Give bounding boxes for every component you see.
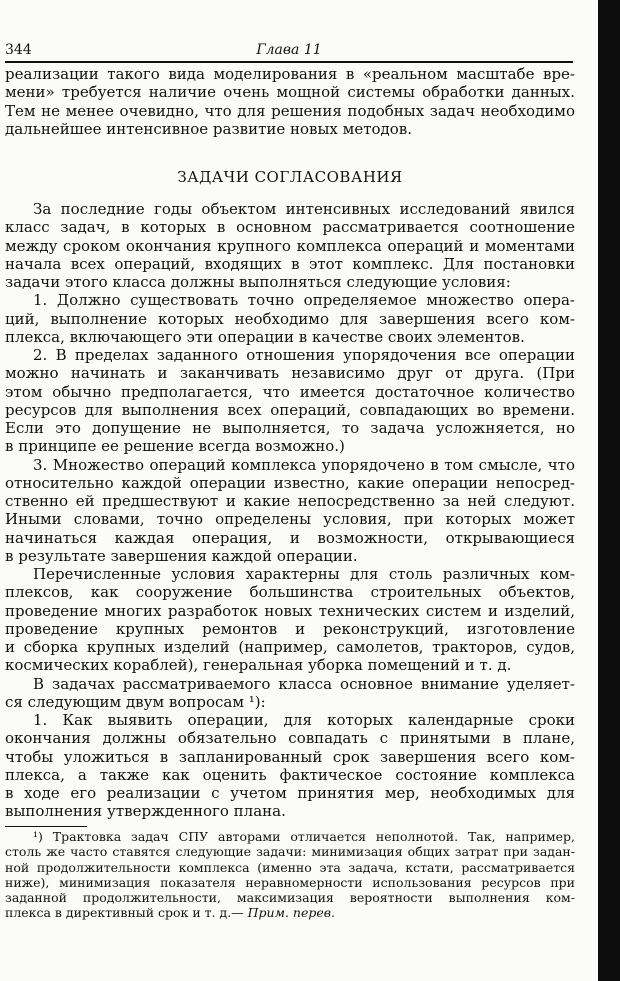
text-line: 1. Как выявить операции, для которых календарные сроки [33, 711, 575, 729]
translator-note: Прим. перев. [247, 905, 336, 921]
text-line: плекса, а также как оценить фактическое состояние комплекса [5, 765, 575, 784]
text-line: между сроком окончания крупного комплекса операций и моментами [5, 236, 575, 255]
text-line: можно начинать и заканчивать независимо друг от друга. (При [5, 364, 575, 383]
text-line: За последние годы объектом интенсивных исследований явился [33, 200, 575, 218]
text-line: и сборка крупных изделий (например, самолетов, тракторов, судов, [5, 638, 575, 656]
text-line: в результате завершения каждой операции. [5, 546, 358, 565]
text-line: космических кораблей), генеральная уборка помещений и т. д. [5, 656, 512, 675]
text-line: Иными словами, точно определены условия, при которых может [5, 510, 575, 529]
text-line: ственно ей предшествуют и какие непосредственно за ней следуют. [5, 492, 575, 510]
text-line: ниже), минимизация показателя неравномерности использования ресурсов при [5, 874, 575, 890]
text-line: в принципе ее решение всегда возможно.) [5, 437, 345, 456]
text-line: ресурсов для выполнения всех операций, совпадающих во времени. [5, 400, 575, 419]
text-line: выполнения утвержденного плана. [5, 802, 286, 821]
running-header [5, 42, 573, 60]
text-line: начала всех операций, входящих в этот комплекс. Для постановки [5, 254, 575, 273]
text-line: этом обычно предполагается, что имеется достаточное количество [5, 382, 575, 401]
chapter-title: Глава 11 [256, 42, 322, 58]
section-heading: ЗАДАЧИ СОГЛАСОВАНИЯ [177, 168, 403, 186]
text-line: мени» требуется наличие очень мощной системы обработки данных. [5, 83, 575, 102]
text-line: класс задач, в которых в основном рассматривается соотношение [5, 218, 575, 237]
footnote-rule [5, 826, 87, 827]
page-number: 344 [5, 42, 32, 58]
text-line: реализации такого вида моделирования в «реальном масштабе вре- [5, 65, 575, 83]
footnote [5, 829, 575, 921]
header-rule [5, 61, 573, 63]
text-line: Тем не менее очевидно, что для решения подобных задач необходимо [5, 101, 575, 120]
text-line: 2. В пределах заданного отношения упорядочения все операции [33, 346, 575, 364]
text-line: плексов, как сооружение большинства строительных объектов, [5, 583, 575, 602]
text-line: 1. Должно существовать точно определяемое множество опера- [33, 291, 575, 310]
text-line: чтобы уложиться в запланированный срок завершения всего ком- [5, 747, 575, 766]
intro-paragraph [5, 65, 575, 138]
section-body [5, 200, 575, 821]
text-line: плекса в директивный срок и т. д.— Прим. перев. [5, 905, 336, 921]
scan-border [598, 0, 620, 981]
text-line: ций, выполнение которых необходимо для завершения всего ком- [5, 309, 575, 328]
text-line: проведение многих разработок новых технических систем и изделий, [5, 601, 575, 620]
text-line: Перечисленные условия характерны для столь различных ком- [33, 565, 575, 583]
text-line: в ходе его реализации с учетом принятия мер, необходимых для [5, 784, 575, 802]
text-line: задачи этого класса должны выполняться следующие условия: [5, 273, 511, 291]
text-line: проведение крупных ремонтов и реконструкций, изготовление [5, 619, 575, 638]
text-line: ной продолжительности комплекса (именно эта задача, кстати, рассматривается [5, 859, 575, 875]
text-line: относительно каждой операции известно, какие операции непосред- [5, 473, 575, 492]
text-line: плекса, включающего эти операции в качестве своих элементов. [5, 327, 525, 346]
text-line: заданной продолжительности, максимизация вероятности выполнения ком- [5, 890, 575, 906]
text-line: начинаться каждая операция, и возможности, открывающиеся [5, 528, 575, 547]
text-line: ся следующим двум вопросам ¹): [5, 692, 266, 711]
text-line: дальнейшее интенсивное развитие новых методов. [5, 119, 412, 138]
text-line: ¹) Трактовка задач СПУ авторами отличается неполнотой. Так, например, [33, 829, 575, 844]
text-line: Если это допущение не выполняется, то задача усложняется, но [5, 419, 575, 437]
text-line: столь же часто ставятся следующие задачи: минимизация общих затрат при задан- [5, 844, 575, 860]
text-line: окончания должны обязательно совпадать с принятыми в плане, [5, 729, 575, 748]
text-line: 3. Множество операций комплекса упорядочено в том смысле, что [33, 455, 575, 474]
text-line: В задачах рассматриваемого класса основное внимание уделяет- [33, 674, 575, 693]
